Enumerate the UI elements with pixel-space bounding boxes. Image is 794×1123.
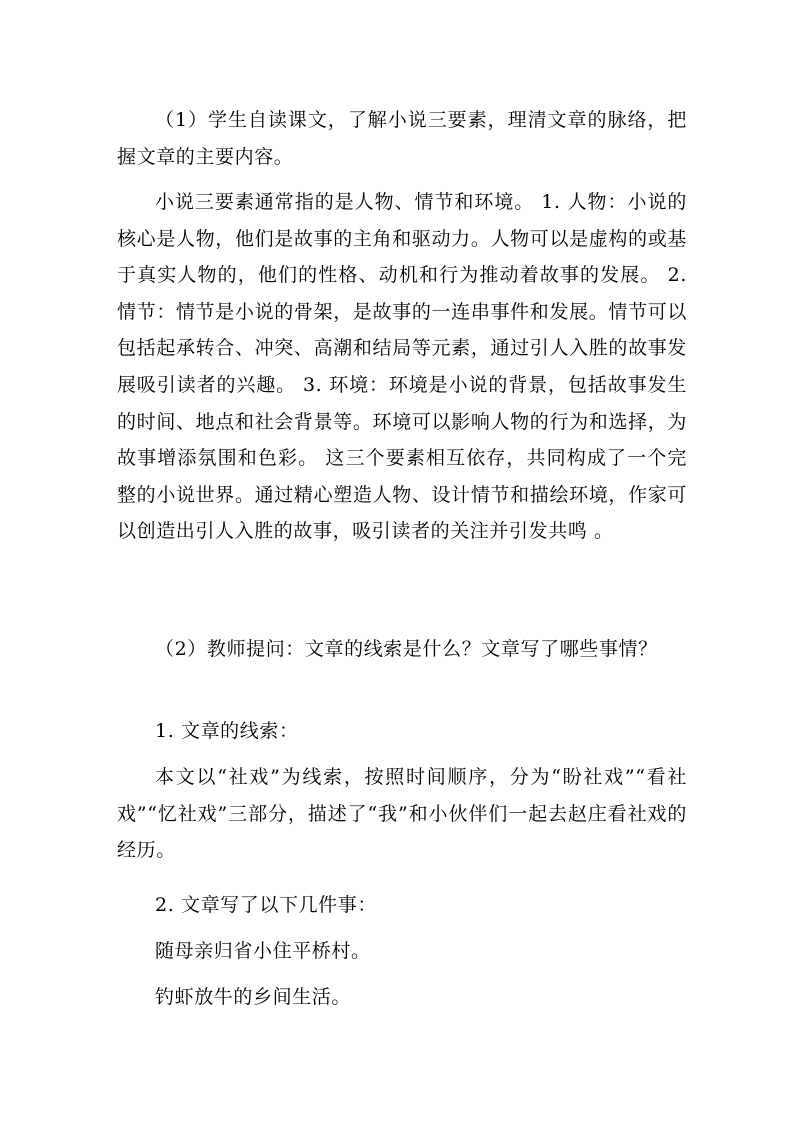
paragraph-clue-body (117, 759, 687, 869)
paragraph-text: 1. 文章的线索： (155, 720, 299, 742)
paragraph-event-1 (117, 933, 687, 970)
paragraph-events-heading (117, 887, 687, 924)
paragraph-teacher-question (117, 631, 687, 668)
paragraph-reading-task (117, 102, 687, 175)
paragraph-three-elements (117, 184, 687, 550)
paragraph-text: 小说三要素通常指的是人物、情节和环境。 1. 人物：小说的核心是人物，他们是故事的主角和驱动力。人物可以是虚构的或基于真实人物的，他们的性格、动机和行为推动着故事的发展。 2. 情节：情节是小说的骨架，是故事的一连串事件和发展。情节可以包括起承转合、冲突、高潮和结局等元素，通过引人入胜的故事发展吸引读者的兴趣。 3. 环境：环境是小说的背景，包括故事发生的时间、地点和社会背景等。环境可以影响人物的行为和选择，为故事增添氛围和色彩。 这三个要素相互依存，共同构成了一个完整的小说世界。通过精心塑造人物、设计情节和描绘环境，作家可以创造出引人入胜的故事，吸引读者的关注并引发共鸣 。 (117, 191, 687, 543)
paragraph-clue-heading (117, 713, 687, 750)
paragraph-text: 2. 文章写了以下几件事： (155, 894, 377, 916)
paragraph-text: 钓虾放牛的乡间生活。 (155, 986, 352, 1008)
paragraph-text: （2）教师提问：文章的线索是什么？文章写了哪些事情？ (155, 638, 658, 660)
paragraph-text: 随母亲归省小住平桥村。 (155, 940, 371, 962)
paragraph-text: （1）学生自读课文，了解小说三要素，理清文章的脉络，把握文章的主要内容。 (117, 109, 687, 168)
paragraph-event-2 (117, 979, 687, 1016)
paragraph-text: 本文以“社戏”为线索，按照时间顺序，分为“盼社戏”“看社戏”“忆社戏”三部分，描述了“我”和小伙伴们一起去赵庄看社戏的经历。 (117, 766, 687, 862)
